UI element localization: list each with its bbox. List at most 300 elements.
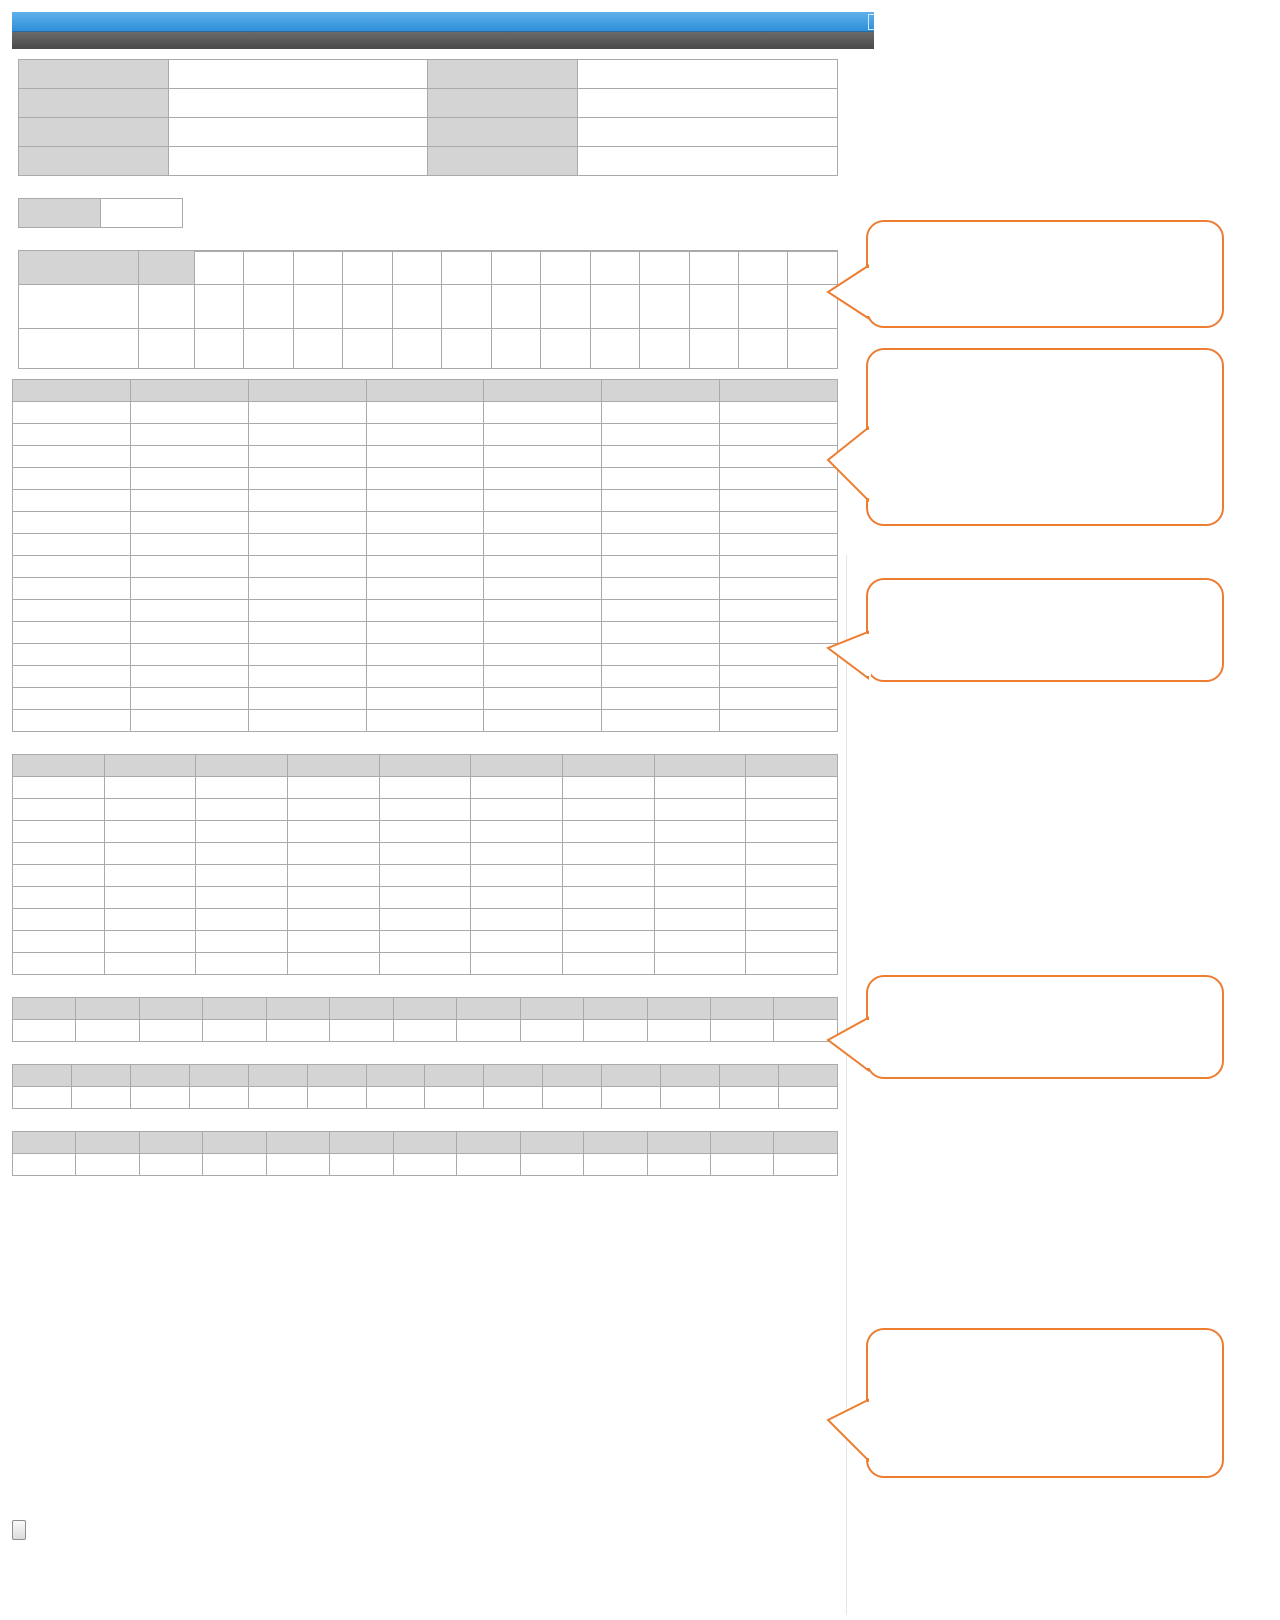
table-cell (562, 931, 654, 953)
table-cell (484, 644, 602, 666)
table-header-row (13, 380, 838, 402)
sub-men (738, 252, 787, 285)
table-cell (484, 578, 602, 600)
table-cell (13, 1154, 76, 1176)
column-header (76, 998, 139, 1020)
table-cell (104, 953, 196, 975)
column-header (366, 380, 484, 402)
table-cell (562, 887, 654, 909)
table-cell (654, 821, 746, 843)
table-cell (543, 1087, 602, 1109)
table-cell (13, 600, 131, 622)
correspondence-done-table (12, 379, 838, 732)
table-cell (584, 1020, 647, 1042)
table-cell (76, 1020, 139, 1042)
earned-units-row (19, 329, 838, 369)
table-header-row (13, 998, 838, 1020)
table-cell (602, 666, 720, 688)
table-cell (13, 1020, 76, 1042)
table-row (13, 1087, 838, 1109)
table-cell (774, 1154, 838, 1176)
table-cell (484, 556, 602, 578)
sub-tsu (195, 252, 244, 285)
table-header-row (13, 755, 838, 777)
progress-cell (195, 285, 244, 329)
table-cell (602, 1087, 661, 1109)
table-cell (196, 865, 288, 887)
titlebar-corner-icon (868, 14, 874, 30)
sub-tsu (293, 252, 342, 285)
table-cell (366, 402, 484, 424)
table-cell (203, 1154, 266, 1176)
table-cell (13, 865, 105, 887)
table-cell (130, 512, 248, 534)
table-cell (720, 512, 838, 534)
table-row (13, 821, 838, 843)
info-label (19, 118, 169, 147)
table-cell (484, 424, 602, 446)
table-cell (602, 512, 720, 534)
table-cell (720, 644, 838, 666)
table-cell (13, 512, 131, 534)
table-cell (366, 666, 484, 688)
table-cell (471, 931, 563, 953)
column-header (584, 1132, 647, 1154)
required-units-row (19, 285, 838, 329)
table-cell (287, 909, 379, 931)
column-header (710, 1132, 773, 1154)
table-cell (457, 1020, 520, 1042)
table-row (13, 777, 838, 799)
column-header (602, 1065, 661, 1087)
table-cell (13, 490, 131, 512)
column-header (13, 998, 76, 1020)
table-cell (13, 424, 131, 446)
table-cell (266, 1154, 329, 1176)
table-cell (13, 402, 131, 424)
info-value (168, 89, 428, 118)
table-cell (366, 622, 484, 644)
table-cell (248, 402, 366, 424)
sub-keiei (442, 252, 491, 285)
table-cell (654, 953, 746, 975)
table-cell (471, 799, 563, 821)
table-cell (248, 446, 366, 468)
table-cell (287, 777, 379, 799)
table-cell (366, 446, 484, 468)
table-cell (746, 953, 838, 975)
table-cell (562, 777, 654, 799)
table-cell (720, 402, 838, 424)
column-header (661, 1065, 720, 1087)
table-cell (584, 1154, 647, 1176)
table-cell (287, 931, 379, 953)
table-cell (130, 644, 248, 666)
column-header (248, 380, 366, 402)
table-cell (13, 534, 131, 556)
table-cell (104, 887, 196, 909)
column-header (774, 998, 838, 1020)
table-row (13, 622, 838, 644)
table-cell (104, 843, 196, 865)
table-row (13, 710, 838, 732)
table-cell (746, 799, 838, 821)
info-label (19, 60, 169, 89)
table-cell (248, 644, 366, 666)
table-cell (484, 666, 602, 688)
correspondence-current-table (12, 997, 838, 1042)
column-header (484, 1065, 543, 1087)
table-cell (602, 600, 720, 622)
schooling-current-table (12, 1064, 838, 1109)
table-cell (720, 1087, 779, 1109)
table-cell (196, 887, 288, 909)
column-header (366, 1065, 425, 1087)
table-cell (471, 821, 563, 843)
table-cell (654, 909, 746, 931)
table-cell (562, 953, 654, 975)
table-cell (774, 1020, 838, 1042)
progress-cell (244, 329, 293, 369)
table-cell (130, 666, 248, 688)
progress-cell (788, 329, 838, 369)
column-header (196, 755, 288, 777)
table-cell (366, 644, 484, 666)
column-header (457, 1132, 520, 1154)
column-header (484, 380, 602, 402)
column-header (13, 755, 105, 777)
progress-cell (442, 329, 491, 369)
table-cell (720, 578, 838, 600)
table-cell (130, 710, 248, 732)
column-header (778, 1065, 837, 1087)
table-cell (366, 600, 484, 622)
progress-cell (640, 285, 689, 329)
table-row (13, 1154, 838, 1176)
sub-men (491, 252, 540, 285)
table-cell (130, 1087, 189, 1109)
table-cell (130, 402, 248, 424)
table-cell (104, 821, 196, 843)
table-row (13, 688, 838, 710)
table-cell (13, 931, 105, 953)
table-cell (13, 1087, 72, 1109)
table-cell (661, 1087, 720, 1109)
column-header (647, 1132, 710, 1154)
callout-schooling (866, 975, 1224, 1079)
table-cell (287, 821, 379, 843)
progress-cell (293, 285, 342, 329)
table-cell (196, 777, 288, 799)
table-cell (130, 424, 248, 446)
table-cell (746, 931, 838, 953)
sub-men (590, 252, 639, 285)
table-cell (602, 534, 720, 556)
table-cell (248, 688, 366, 710)
table-cell (602, 446, 720, 468)
table-cell (330, 1154, 393, 1176)
table-cell (104, 799, 196, 821)
callout-gpa (866, 220, 1224, 328)
column-header (189, 1065, 248, 1087)
schooling-done-table (12, 754, 838, 975)
table-cell (379, 953, 471, 975)
close-button[interactable] (12, 1520, 26, 1540)
table-cell (710, 1154, 773, 1176)
table-cell (248, 556, 366, 578)
table-cell (130, 534, 248, 556)
column-header (13, 1132, 76, 1154)
table-cell (720, 534, 838, 556)
progress-cell (590, 329, 639, 369)
column-header (379, 755, 471, 777)
table-cell (654, 843, 746, 865)
column-header (393, 1132, 456, 1154)
table-row (13, 931, 838, 953)
table-cell (266, 1020, 329, 1042)
required-label (19, 285, 139, 329)
table-cell (720, 424, 838, 446)
table-row (13, 402, 838, 424)
table-cell (104, 865, 196, 887)
table-cell (366, 512, 484, 534)
progress-cell (738, 285, 787, 329)
info-value (578, 118, 838, 147)
progress-cell (195, 329, 244, 369)
table-cell (654, 777, 746, 799)
table-cell (602, 490, 720, 512)
table-cell (130, 446, 248, 468)
table-cell (13, 688, 131, 710)
column-header (520, 1132, 583, 1154)
table-cell (287, 865, 379, 887)
table-cell (71, 1087, 130, 1109)
table-cell (562, 843, 654, 865)
column-header (330, 998, 393, 1020)
table-row (13, 865, 838, 887)
table-cell (203, 1020, 266, 1042)
column-header (393, 998, 456, 1020)
progress-cell (788, 285, 838, 329)
column-header (266, 998, 329, 1020)
table-cell (379, 799, 471, 821)
table-cell (13, 446, 131, 468)
table-cell (287, 843, 379, 865)
progress-cell (442, 285, 491, 329)
progress-cell (392, 285, 441, 329)
table-cell (366, 468, 484, 490)
table-row (13, 512, 838, 534)
table-cell (778, 1087, 837, 1109)
table-cell (248, 534, 366, 556)
divider (846, 555, 847, 1615)
table-cell (248, 468, 366, 490)
info-row (19, 147, 838, 176)
column-header (130, 1065, 189, 1087)
column-header (774, 1132, 838, 1154)
table-cell (379, 821, 471, 843)
table-cell (471, 777, 563, 799)
info-row (19, 60, 838, 89)
table-cell (720, 710, 838, 732)
table-row (13, 446, 838, 468)
gpa-value (101, 199, 183, 228)
table-cell (654, 887, 746, 909)
table-cell (484, 468, 602, 490)
sub-sum (788, 252, 838, 285)
table-cell (13, 843, 105, 865)
progress-cell (139, 285, 195, 329)
table-cell (130, 600, 248, 622)
info-value (168, 60, 428, 89)
table-header-row (13, 1132, 838, 1154)
earned-label (19, 329, 139, 369)
column-header (13, 380, 131, 402)
table-cell (720, 468, 838, 490)
table-cell (484, 512, 602, 534)
progress-cell (689, 329, 738, 369)
column-header (287, 755, 379, 777)
table-cell (484, 446, 602, 468)
table-cell (471, 843, 563, 865)
table-cell (654, 799, 746, 821)
column-header (746, 755, 838, 777)
table-cell (471, 953, 563, 975)
table-cell (520, 1154, 583, 1176)
table-row (13, 468, 838, 490)
table-cell (104, 931, 196, 953)
progress-cell (139, 329, 195, 369)
table-cell (248, 666, 366, 688)
info-value (578, 147, 838, 176)
progress-cell (738, 329, 787, 369)
info-value (168, 118, 428, 147)
column-header (520, 998, 583, 1020)
table-cell (196, 909, 288, 931)
table-cell (13, 666, 131, 688)
table-row (13, 578, 838, 600)
table-cell (654, 931, 746, 953)
table-cell (484, 622, 602, 644)
table-cell (330, 1020, 393, 1042)
table-cell (366, 710, 484, 732)
column-header (647, 998, 710, 1020)
table-cell (602, 578, 720, 600)
info-label (428, 147, 578, 176)
table-cell (720, 688, 838, 710)
table-cell (471, 909, 563, 931)
column-header (720, 1065, 779, 1087)
table-cell (130, 490, 248, 512)
column-header (104, 755, 196, 777)
column-header (710, 998, 773, 1020)
table-row (13, 556, 838, 578)
col-general (139, 251, 195, 285)
table-cell (602, 468, 720, 490)
table-cell (366, 1087, 425, 1109)
table-cell (602, 710, 720, 732)
column-header (654, 755, 746, 777)
window-titlebar (12, 12, 874, 32)
table-cell (196, 931, 288, 953)
table-cell (393, 1020, 456, 1042)
table-cell (104, 909, 196, 931)
callout-language (866, 1328, 1224, 1478)
table-cell (720, 600, 838, 622)
table-cell (248, 424, 366, 446)
table-cell (484, 534, 602, 556)
column-header (425, 1065, 484, 1087)
table-cell (196, 843, 288, 865)
table-cell (710, 1020, 773, 1042)
table-cell (379, 843, 471, 865)
table-cell (248, 512, 366, 534)
table-cell (13, 777, 105, 799)
table-cell (13, 644, 131, 666)
table-cell (471, 887, 563, 909)
table-cell (720, 490, 838, 512)
table-cell (602, 644, 720, 666)
table-cell (248, 578, 366, 600)
table-cell (720, 622, 838, 644)
table-cell (654, 865, 746, 887)
progress-cell (689, 285, 738, 329)
table-cell (13, 468, 131, 490)
column-header (130, 380, 248, 402)
table-cell (76, 1154, 139, 1176)
table-row (13, 953, 838, 975)
progress-cell (541, 285, 590, 329)
table-cell (307, 1087, 366, 1109)
table-cell (602, 622, 720, 644)
progress-cell (343, 285, 392, 329)
table-row (13, 799, 838, 821)
table-cell (647, 1020, 710, 1042)
table-row (13, 600, 838, 622)
table-cell (746, 777, 838, 799)
info-label (428, 89, 578, 118)
table-cell (13, 821, 105, 843)
gpa-table (18, 198, 183, 228)
info-value (578, 89, 838, 118)
table-cell (130, 688, 248, 710)
table-cell (720, 556, 838, 578)
table-cell (130, 622, 248, 644)
table-cell (425, 1087, 484, 1109)
table-cell (366, 688, 484, 710)
table-cell (248, 622, 366, 644)
table-cell (139, 1154, 202, 1176)
table-cell (720, 666, 838, 688)
table-cell (379, 909, 471, 931)
info-row (19, 118, 838, 147)
column-header (543, 1065, 602, 1087)
table-cell (130, 578, 248, 600)
progress-cell (293, 329, 342, 369)
table-cell (287, 887, 379, 909)
table-cell (484, 1087, 543, 1109)
info-value (168, 147, 428, 176)
info-value (578, 60, 838, 89)
column-header (76, 1132, 139, 1154)
sub-tsu (689, 252, 738, 285)
table-cell (366, 578, 484, 600)
gpa-label (19, 199, 101, 228)
table-cell (520, 1020, 583, 1042)
column-header (248, 1065, 307, 1087)
table-cell (13, 887, 105, 909)
table-row (13, 424, 838, 446)
